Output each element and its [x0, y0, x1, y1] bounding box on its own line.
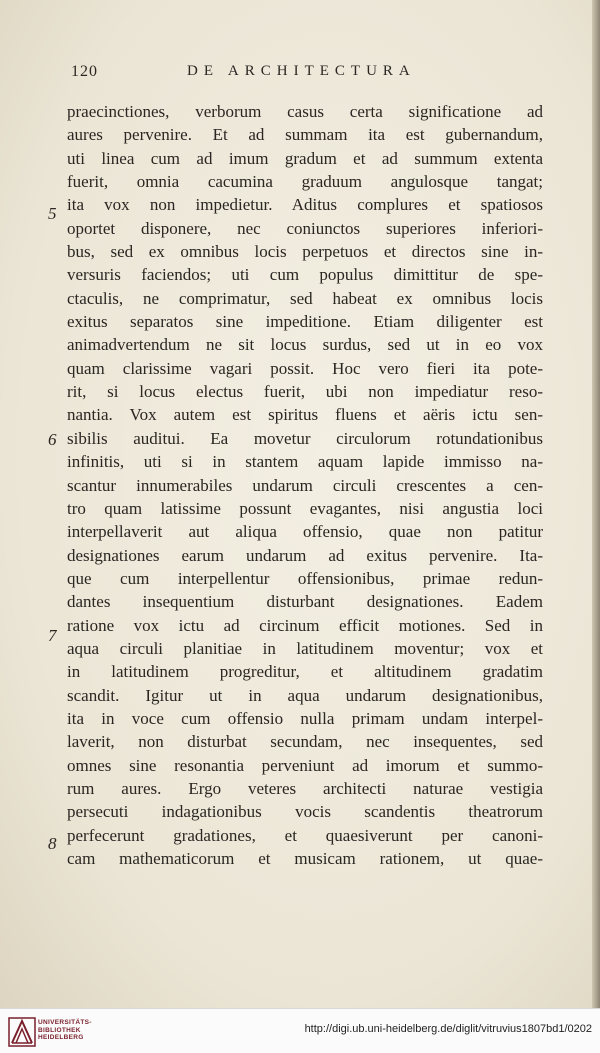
text-line: rit, si locus electus fuerit, ubi non impediatur reso-: [67, 382, 543, 402]
text-line: ita in voce cum offensio nulla primam undam interpel-: [67, 708, 543, 728]
text-line: designationes earum undarum ad exitus pervenire. Ita-: [67, 545, 543, 565]
margin-section-number: 5: [48, 204, 57, 223]
text-line: scandit. Igitur ut in aqua undarum designationibus,: [67, 685, 543, 705]
text-line: ctaculis, ne comprimatur, sed habeat ex omnibus locis: [67, 288, 543, 308]
margin-section-number: 7: [48, 626, 57, 645]
text-line: ita vox non impedietur. Aditus complures et spatiosos: [67, 195, 543, 215]
text-line: sibilis auditui. Ea movetur circulorum rotundationibus: [67, 428, 543, 448]
margin-section-number: 6: [48, 430, 57, 449]
text-line: infinitis, uti si in stantem aquam lapide immisso na-: [67, 452, 543, 472]
text-line: animadvertendum ne sit locus surdus, sed ut in eo vox: [67, 335, 543, 355]
running-title: DE ARCHITECTURA: [187, 63, 416, 79]
library-name-line: UNIVERSITÄTS-: [38, 1019, 92, 1026]
viewer-footer: [0, 1008, 600, 1053]
library-name: [38, 1019, 92, 1042]
text-line: laverit, non disturbat secundam, nec insequentes, sed: [67, 732, 543, 752]
text-line: fuerit, omnia cacumina graduum angulosque tangat;: [67, 172, 543, 192]
text-line: bus, sed ex omnibus locis perpetuos et directos sine in-: [67, 242, 543, 262]
text-line: perfecerunt gradationes, et quaesiverunt per canoni-: [67, 825, 543, 845]
text-line: aqua circuli planitiae in latitudinem moventur; vox et: [67, 638, 543, 658]
university-library-logo-icon: [8, 1017, 36, 1047]
text-line: in latitudinem progreditur, et altitudinem gradatim: [67, 662, 543, 682]
text-line: scantur innumerabiles undarum circuli crescentes a cen-: [67, 475, 543, 495]
text-line: que cum interpellentur offensionibus, primae redun-: [67, 568, 543, 588]
text-line: tro quam latissime possunt evagantes, nisi angustia loci: [67, 498, 543, 518]
text-line: rum aures. Ergo veteres architecti naturae vestigia: [67, 778, 543, 798]
source-url-link[interactable]: http://digi.ub.uni-heidelberg.de/diglit/vitruvius1807bd1/0202: [304, 1023, 592, 1035]
text-line: nantia. Vox autem est spiritus fluens et aëris ictu sen-: [67, 405, 543, 425]
text-line: interpellaverit aut aliqua offensio, quae non patitur: [67, 522, 543, 542]
text-line: quam clarissime vagari possit. Hoc vero fieri ita pote-: [67, 358, 543, 378]
body-text: [67, 100, 543, 870]
text-line: aures pervenire. Et ad summam ita est gubernandum,: [67, 125, 543, 145]
margin-section-number: 8: [48, 834, 57, 853]
text-line: dantes insequentium disturbant designationes. Eadem: [67, 592, 543, 612]
library-name-line: BIBLIOTHEK: [38, 1026, 81, 1034]
page-header: [0, 63, 600, 85]
text-line: exitus separatos sine impeditione. Etiam diligenter est: [67, 312, 543, 332]
text-line: praecinctiones, verborum casus certa significatione ad: [67, 102, 543, 121]
text-line: versuris faciendos; uti cum populus dimittitur de spe-: [67, 265, 543, 285]
page-number: 120: [71, 63, 98, 80]
text-line: ratione vox ictu ad circinum efficit motiones. Sed in: [67, 615, 543, 635]
text-line: oportet disponere, nec coniunctos superiores inferiori-: [67, 218, 543, 238]
text-line: cam mathematicorum et musicam rationem, ut quae-: [67, 849, 543, 868]
library-name-line: HEIDELBERG: [38, 1034, 84, 1041]
page-gutter-shadow: [592, 0, 600, 1008]
text-line: persecuti indagationibus vocis scandentis theatrorum: [67, 802, 543, 822]
text-line: omnes sine resonantia perveniunt ad imorum et summo-: [67, 755, 543, 775]
text-line: uti linea cum ad imum gradum et ad summum extenta: [67, 148, 543, 168]
